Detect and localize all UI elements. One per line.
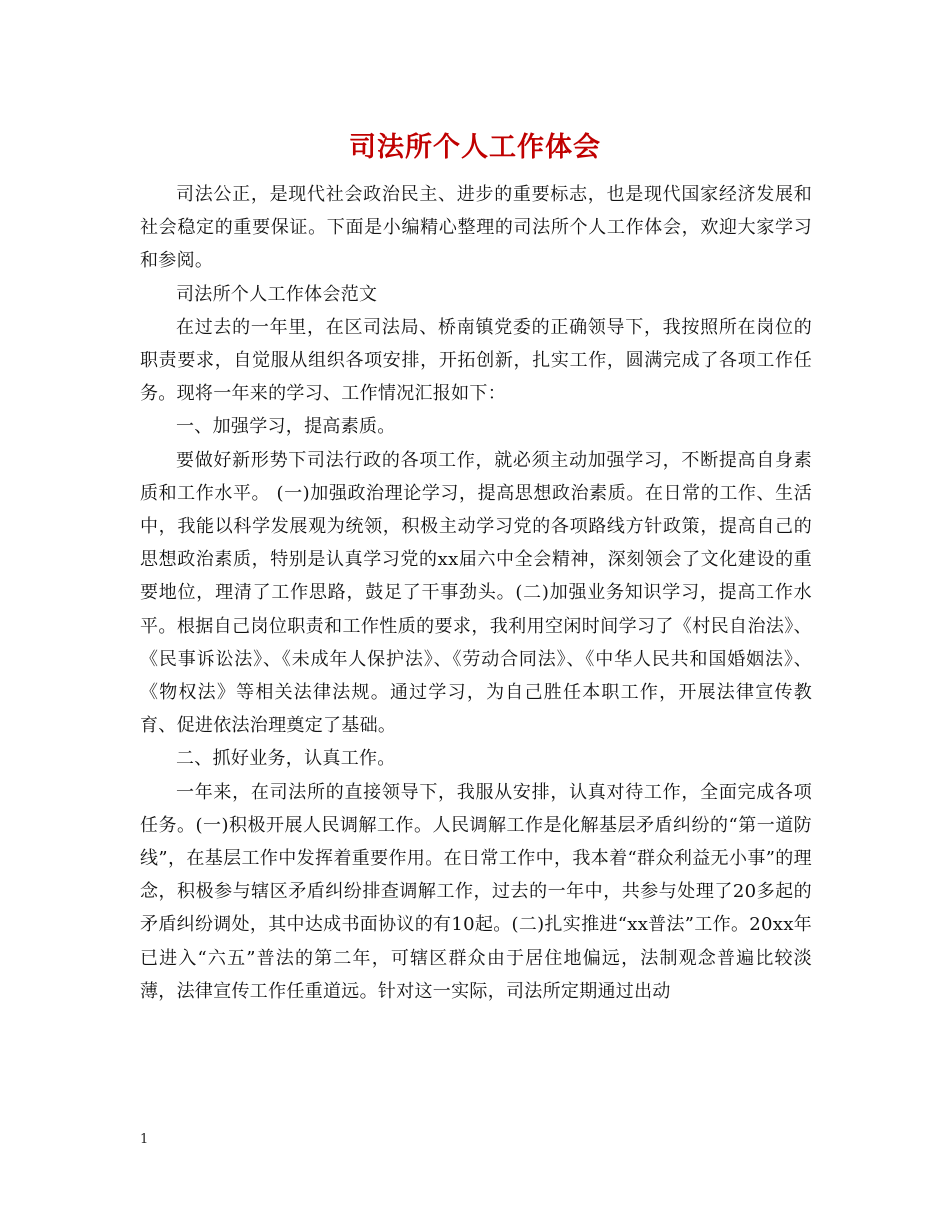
- paragraph-intro: 司法公正，是现代社会政治民主、进步的重要标志，也是现代国家经济发展和社会稳定的重要保证。下面是小编精心整理的司法所个人工作体会，欢迎大家学习和参阅。: [140, 184, 812, 272]
- section-heading-2: 二、抓好业务，认真工作。: [176, 748, 396, 770]
- paragraph-work: 一年来，在司法所的直接领导下，我服从安排，认真对待工作，全面完成各项任务。(一)积极开展人民调解工作。人民调解工作是化解基层矛盾纠纷的“第一道防线”，在基层工作中发挥着重要作用。在日常工作中，我本着“群众利益无小事”的理念，积极参与辖区矛盾纠纷排查调解工作，过去的一年中，共参与处理了20多起的矛盾纠纷调处，其中达成书面协议的有10起。(二)扎实推进“xx普法”工作。20xx年已进入“六五”普法的第二年，可辖区群众由于居住地偏远，法制观念普遍比较淡薄，法律宣传工作任重道远。针对这一实际，司法所定期通过出动: [140, 781, 812, 1002]
- document-body: [140, 178, 812, 1008]
- paragraph-overview: 在过去的一年里，在区司法局、桥南镇党委的正确领导下，我按照所在岗位的职责要求，自觉服从组织各项安排，开拓创新，扎实工作，圆满完成了各项工作任务。现将一年来的学习、工作情况汇报如下：: [140, 316, 812, 405]
- paragraph-subtitle: 司法所个人工作体会范文: [176, 283, 378, 305]
- page-number: 1: [140, 1132, 149, 1147]
- document-title: 司法所个人工作体会: [349, 132, 601, 163]
- paragraph-study: 要做好新形势下司法行政的各项工作，就必须主动加强学习，不断提高自身素质和工作水平。 (一)加强政治理论学习，提高思想政治素质。在日常的工作、生活中，我能以科学发展观为统领，积极主动学习党的各项路线方针政策，提高自己的思想政治素质，特别是认真学习党的xx届六中全会精神，深刻领会了文化建设的重要地位，理清了工作思路，鼓足了干事劲头。(二)加强业务知识学习，提高工作水平。根据自己岗位职责和工作性质的要求，我利用空闲时间学习了《村民自治法》、《民事诉讼法》、《未成年人保护法》、《劳动合同法》、《中华人民共和国婚姻法》、《物权法》等相关法律法规。通过学习，为自己胜任本职工作，开展法律宣传教育、促进依法治理奠定了基础。: [140, 449, 812, 737]
- section-heading-1: 一、加强学习，提高素质。: [176, 416, 396, 438]
